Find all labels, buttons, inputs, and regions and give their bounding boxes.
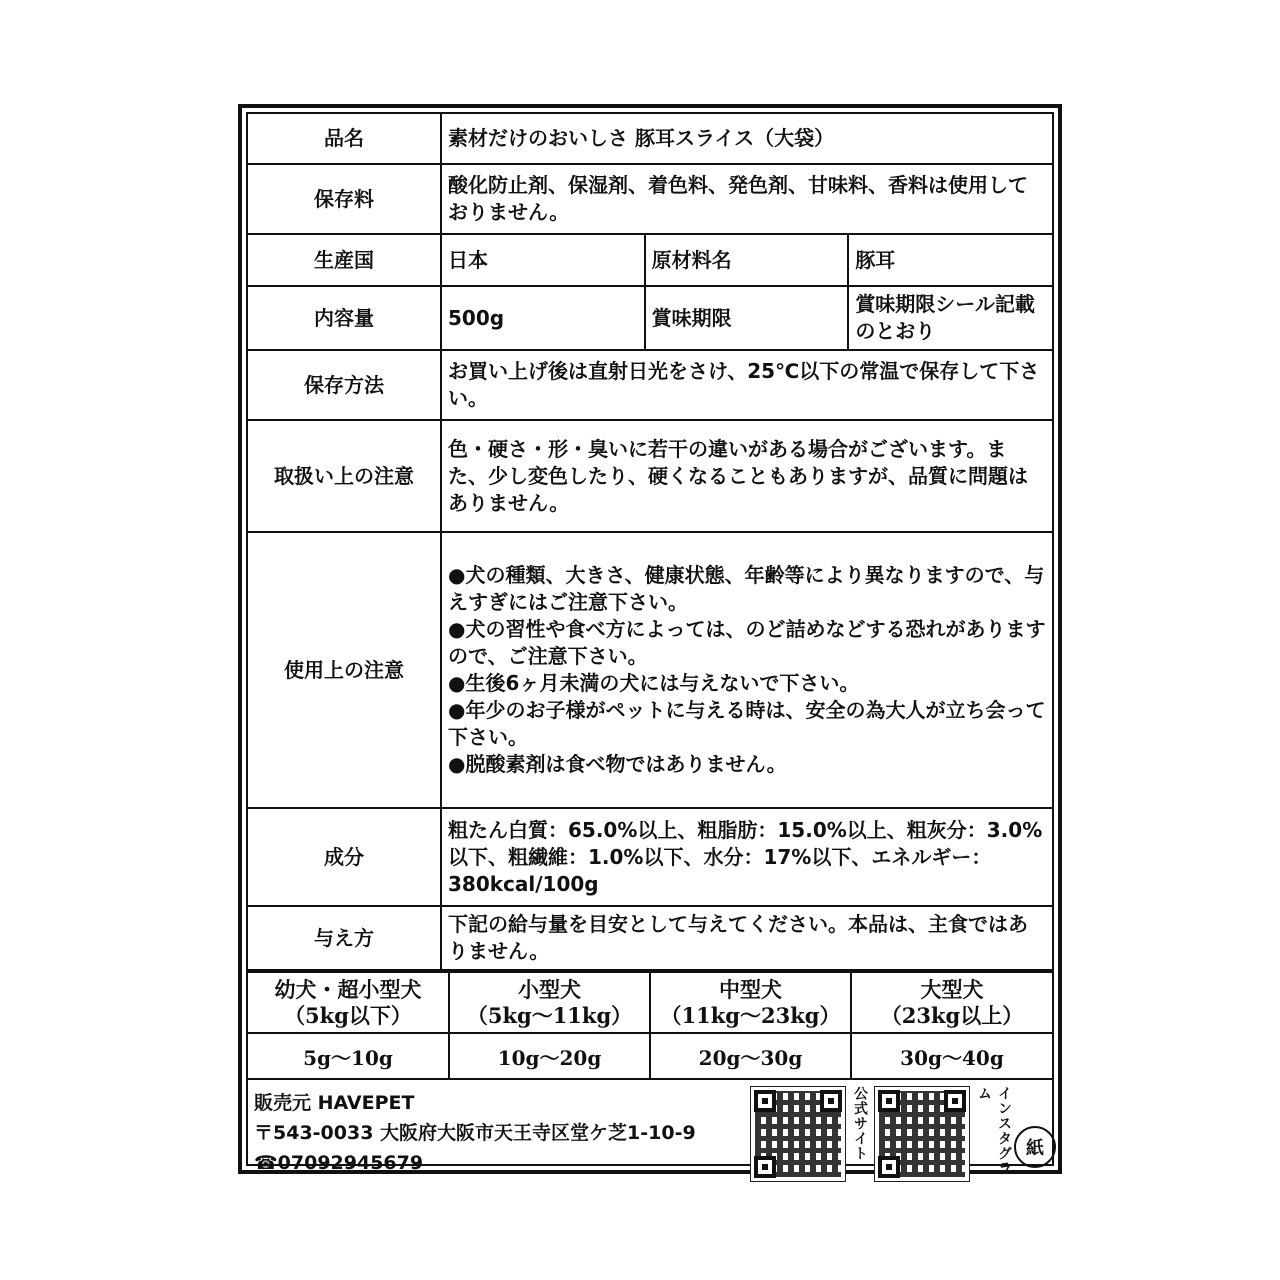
ingredients-label: 成分 <box>248 808 441 906</box>
dog-size-cell <box>851 972 1052 1033</box>
feed-amount: 20g〜30g <box>650 1033 851 1079</box>
usage-note: ●犬の習性や食べ方によっては、のど詰めなどする恐れがありますので、ご注意下さい。 <box>448 617 1046 668</box>
spec-table <box>248 114 1052 971</box>
content-label: 内容量 <box>248 286 441 350</box>
usage-label: 使用上の注意 <box>248 532 441 808</box>
storage-label: 保存方法 <box>248 350 441 420</box>
footer <box>248 1080 1052 1188</box>
dog-size-type: 中型犬 <box>719 976 782 1002</box>
feed-amount: 5g〜10g <box>248 1033 449 1079</box>
website-qr-code[interactable] <box>750 1086 846 1182</box>
dog-size-cell <box>449 972 650 1033</box>
seller-address: 〒543-0033 大阪府大阪市天王寺区堂ケ芝1-10-9 <box>254 1122 696 1144</box>
origin-value: 日本 <box>441 234 645 286</box>
row-storage <box>248 350 1052 420</box>
row-handling <box>248 420 1052 532</box>
raw-material-value: 豚耳 <box>848 234 1052 286</box>
dog-size-range: （5kg〜11kg） <box>466 1002 633 1028</box>
dog-size-row <box>248 972 1052 1033</box>
origin-label: 生産国 <box>248 234 441 286</box>
seller-name: 販売元 HAVEPET <box>254 1092 415 1114</box>
dog-size-type: 幼犬・超小型犬 <box>274 976 422 1002</box>
dog-size-type: 小型犬 <box>518 976 581 1002</box>
row-name <box>248 114 1052 164</box>
instagram-qr-code[interactable] <box>874 1086 970 1182</box>
ingredients-value: 粗たん白質：65.0%以上、粗脂肪：15.0%以上、粗灰分：3.0%以下、粗繊維：1.0%以下、水分：17%以下、エネルギー：380kcal/100g <box>441 808 1052 906</box>
handling-value: 色・硬さ・形・臭いに若干の違いがある場合がございます。また、少し変色したり、硬くなることもありますが、品質に問題はありません。 <box>441 420 1052 532</box>
raw-material-label: 原材料名 <box>645 234 849 286</box>
row-feeding <box>248 906 1052 970</box>
row-usage <box>248 532 1052 808</box>
row-origin <box>248 234 1052 286</box>
usage-note: ●犬の種類、大きさ、健康状態、年齢等により異なりますので、与えすぎにはご注意下さい。 <box>448 563 1045 614</box>
website-qr-caption: 公式サイト <box>852 1086 868 1161</box>
dog-size-range: （23kg以上） <box>880 1002 1024 1028</box>
dog-size-type: 大型犬 <box>920 976 984 1002</box>
name-label: 品名 <box>248 114 441 164</box>
row-content <box>248 286 1052 350</box>
usage-notes <box>441 532 1052 808</box>
feed-amount: 30g〜40g <box>851 1033 1052 1079</box>
feeding-amount-table <box>248 971 1052 1080</box>
name-value: 素材だけのおいしさ 豚耳スライス（大袋） <box>441 114 1052 164</box>
paper-recycle-icon: 紙 <box>1014 1126 1056 1168</box>
row-ingredients <box>248 808 1052 906</box>
seller-phone: ☎07092945679 <box>254 1152 424 1174</box>
dog-size-cell <box>650 972 851 1033</box>
feed-amount-row <box>248 1033 1052 1079</box>
instagram-qr-caption: インスタグラム <box>976 1086 1012 1176</box>
usage-note: ●生後6ヶ月未満の犬には与えないで下さい。 <box>448 671 860 695</box>
storage-value: お買い上げ後は直射日光をさけ、25℃以下の常温で保存して下さい。 <box>441 350 1052 420</box>
seller-info <box>254 1088 696 1178</box>
preservative-value: 酸化防止剤、保湿剤、着色料、発色剤、甘味料、香料は使用しておりません。 <box>441 164 1052 234</box>
content-value: 500g <box>441 286 645 350</box>
preservative-label: 保存料 <box>248 164 441 234</box>
row-preservative <box>248 164 1052 234</box>
feed-amount: 10g〜20g <box>449 1033 650 1079</box>
best-before-value: 賞味期限シール記載のとおり <box>848 286 1052 350</box>
feeding-value: 下記の給与量を目安として与えてください。本品は、主食ではありません。 <box>441 906 1052 970</box>
best-before-label: 賞味期限 <box>645 286 849 350</box>
usage-note: ●脱酸素剤は食べ物ではありません。 <box>448 752 787 776</box>
dog-size-range: （11kg〜23kg） <box>660 1002 841 1028</box>
feeding-label: 与え方 <box>248 906 441 970</box>
handling-label: 取扱い上の注意 <box>248 420 441 532</box>
label-inner <box>246 112 1054 1176</box>
usage-note: ●年少のお子様がペットに与える時は、安全の為大人が立ち会って下さい。 <box>448 698 1046 749</box>
product-label <box>238 104 1062 1174</box>
dog-size-range: （5kg以下） <box>284 1002 412 1028</box>
dog-size-cell <box>248 972 449 1033</box>
